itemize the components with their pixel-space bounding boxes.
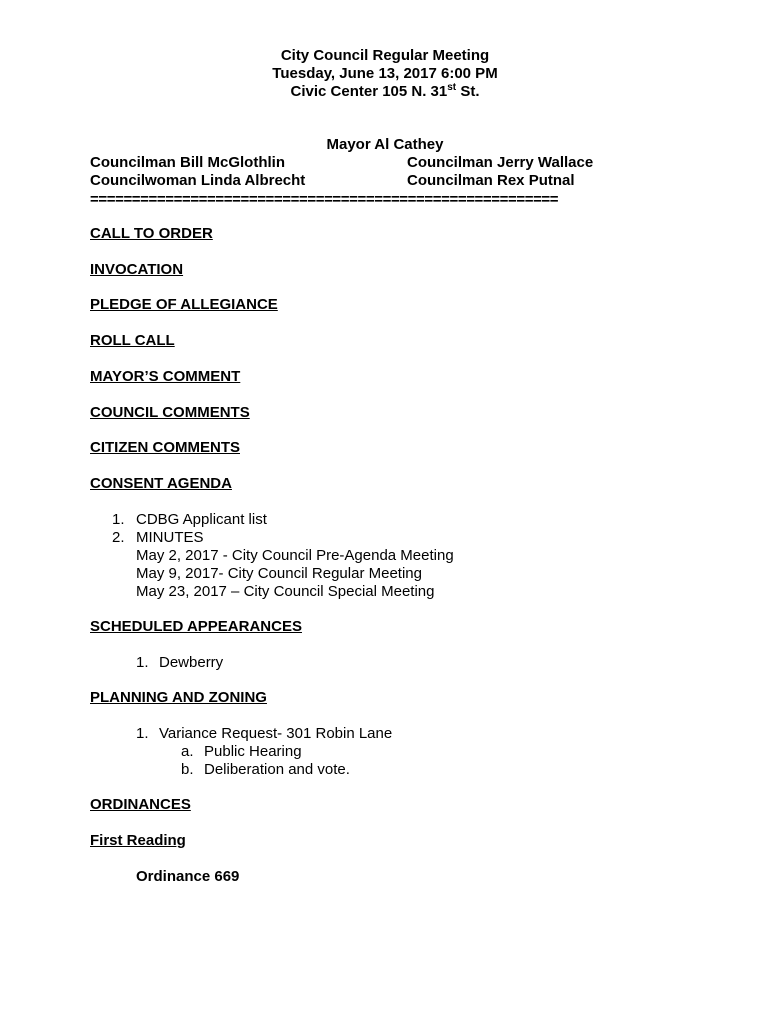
list-item-number: 1. <box>112 511 125 528</box>
council-member: Councilman Bill McGlothlin <box>90 154 285 171</box>
list-item-number: 2. <box>112 529 125 546</box>
list-item-number: 1. <box>136 654 149 671</box>
council-member: Councilman Rex Putnal <box>407 172 575 189</box>
meeting-title: City Council Regular Meeting <box>280 47 490 64</box>
mayor-name: Mayor Al Cathey <box>326 136 444 153</box>
section-call-to-order: CALL TO ORDER <box>90 225 213 242</box>
minutes-entry: May 9, 2017- City Council Regular Meeting <box>136 565 422 582</box>
section-roll-call: ROLL CALL <box>90 332 175 349</box>
section-ordinances: ORDINANCES <box>90 796 191 813</box>
list-item: Dewberry <box>159 654 224 671</box>
separator-line: ======================================================== <box>90 191 559 208</box>
section-council-comments: COUNCIL COMMENTS <box>90 404 250 421</box>
meeting-date: Tuesday, June 13, 2017 6:00 PM <box>272 65 498 82</box>
sub-item: Deliberation and vote. <box>204 761 350 778</box>
section-planning-zoning: PLANNING AND ZONING <box>90 689 267 706</box>
council-member: Councilwoman Linda Albrecht <box>90 172 306 189</box>
list-item-number: 1. <box>136 725 149 742</box>
meeting-location: Civic Center 105 N. 31st St. <box>290 82 480 100</box>
sub-item-letter: b. <box>181 761 194 778</box>
section-citizen-comments: CITIZEN COMMENTS <box>90 439 240 456</box>
list-item: Variance Request- 301 Robin Lane <box>159 725 393 742</box>
minutes-entry: May 23, 2017 – City Council Special Meeting <box>136 583 435 600</box>
minutes-entry: May 2, 2017 - City Council Pre-Agenda Meeting <box>136 547 454 564</box>
list-item: MINUTES <box>136 529 204 546</box>
section-first-reading: First Reading <box>90 832 186 849</box>
section-consent-agenda: CONSENT AGENDA <box>90 475 232 492</box>
list-item: CDBG Applicant list <box>136 511 267 528</box>
section-mayors-comment: MAYOR’S COMMENT <box>90 368 241 385</box>
council-member: Councilman Jerry Wallace <box>407 154 594 171</box>
ordinance-number: Ordinance 669 <box>136 868 240 885</box>
section-pledge: PLEDGE OF ALLEGIANCE <box>90 296 278 313</box>
sub-item-letter: a. <box>181 743 194 760</box>
sub-item: Public Hearing <box>204 743 302 760</box>
section-scheduled-appearances: SCHEDULED APPEARANCES <box>90 618 302 635</box>
section-invocation: INVOCATION <box>90 261 184 278</box>
